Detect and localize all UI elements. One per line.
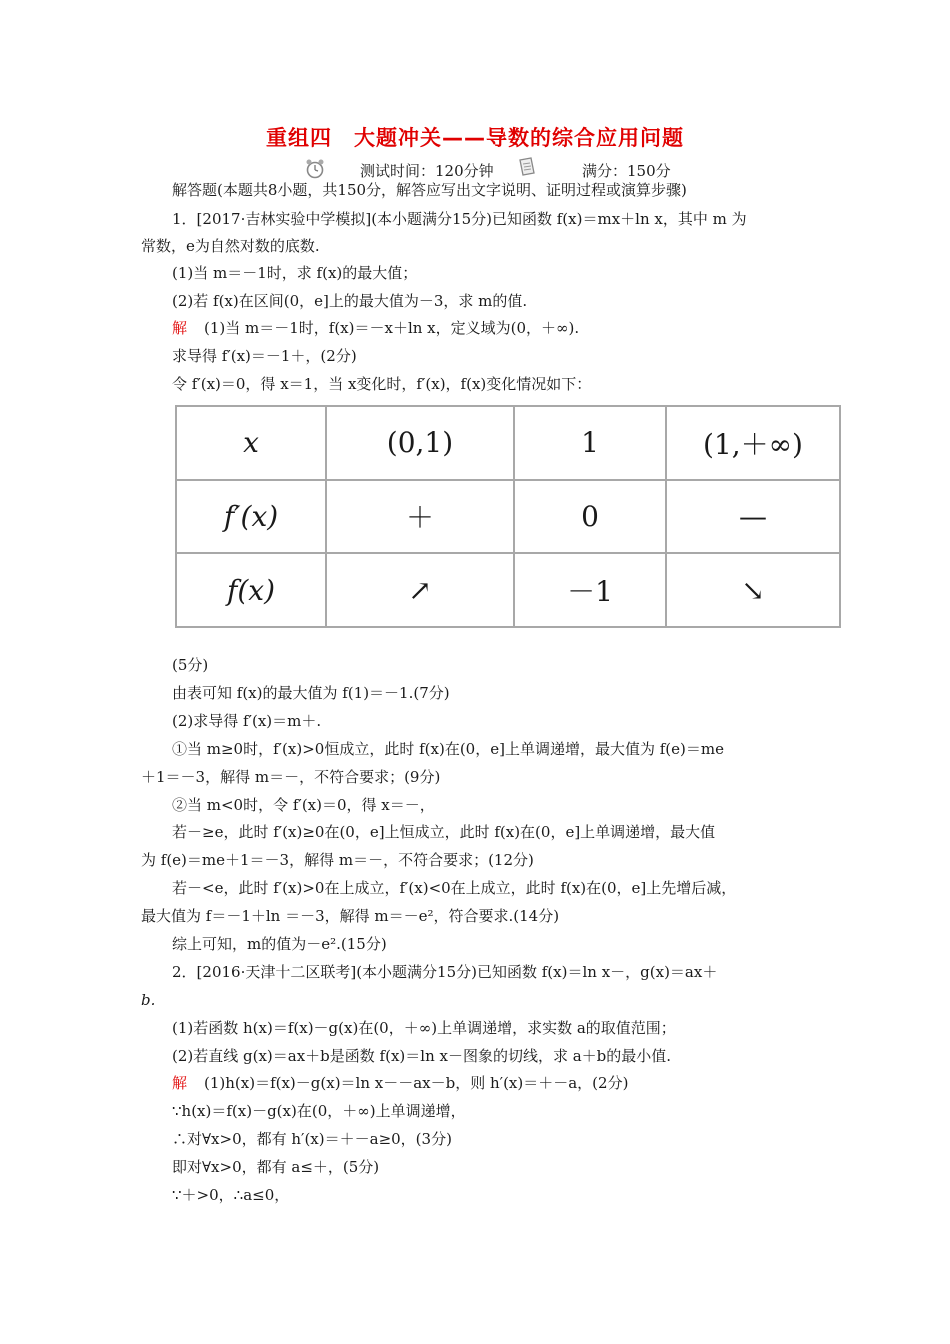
variation-table <box>175 405 841 628</box>
alarm-clock-icon <box>305 158 325 180</box>
table-cell: 1 <box>514 406 666 480</box>
solution-label: 解 <box>172 319 188 337</box>
solution-2-line: (1)h(x)＝f(x)－g(x)＝ln x－－ax－b，则 h′(x)＝＋－a，(2分) <box>204 1074 629 1092</box>
problem-2-stem-cont: b. <box>141 991 156 1009</box>
full-score: 满分：150分 <box>582 162 671 180</box>
solution-1-line: ①当 m≥0时，f′(x)>0恒成立，此时 f(x)在(0，e]上单调递增，最大值为 f(e)＝me <box>172 740 724 758</box>
instructions: 解答题(本题共8小题，共150分，解答应写出文字说明、证明过程或演算步骤) <box>172 181 687 199</box>
test-time: 测试时间：120分钟 <box>360 162 494 180</box>
test-meta <box>305 160 705 182</box>
solution-1-line: (2)求导得 f′(x)＝m＋. <box>172 712 322 730</box>
solution-2-line: ∵＋>0，∴a≤0， <box>172 1186 290 1204</box>
problem-1-stem: 1．[2017·吉林实验中学模拟](本小题满分15分)已知函数 f(x)＝mx＋ln x，其中 m 为 <box>172 210 747 228</box>
solution-2-line: ∴对∀x>0，都有 h′(x)＝＋－a≥0，(3分) <box>172 1130 452 1148</box>
table-cell: －1 <box>514 553 666 627</box>
table-cell: 0 <box>514 480 666 554</box>
table-cell: f′(x) <box>176 480 326 554</box>
table-cell: x <box>176 406 326 480</box>
table-cell: (0,1) <box>326 406 514 480</box>
solution-1-line: 若－≥e，此时 f′(x)≥0在(0，e]上恒成立，此时 f(x)在(0，e]上单调递增，最大值 <box>172 823 716 841</box>
table-row <box>176 406 840 480</box>
solution-label: 解 <box>172 1074 188 1092</box>
solution-1-line: 求导得 f′(x)＝－1＋，(2分) <box>172 347 357 365</box>
solution-1-line: 若－<e，此时 f′(x)>0在上成立，f′(x)<0在上成立，此时 f(x)在(0，e]上先增后减， <box>172 879 737 897</box>
solution-1-line: 最大值为 f＝－1＋ln ＝－3，解得 m＝－e²，符合要求.(14分) <box>141 907 560 925</box>
problem-2-part-1: (1)若函数 h(x)＝f(x)－g(x)在(0，＋∞)上单调递增，求实数 a的取值范围； <box>172 1019 676 1037</box>
table-cell: f(x) <box>176 553 326 627</box>
solution-1-line: 为 f(e)＝me＋1＝－3，解得 m＝－，不符合要求；(12分) <box>141 851 534 869</box>
increasing-arrow-icon: ↗ <box>326 553 514 627</box>
decreasing-arrow-icon: ↘ <box>666 553 840 627</box>
paper-pencil-icon <box>517 156 537 178</box>
solution-2-line: 即对∀x>0，都有 a≤＋，(5分) <box>172 1158 380 1176</box>
solution-1-line: (1)当 m＝－1时，f(x)＝－x＋ln x，定义域为(0，＋∞). <box>204 319 580 337</box>
problem-2-part-2: (2)若直线 g(x)＝ax＋b是函数 f(x)＝ln x－图象的切线，求 a＋b的最小值. <box>172 1047 672 1065</box>
problem-1-part-1: (1)当 m＝－1时，求 f(x)的最大值； <box>172 264 418 282</box>
problem-1-stem-cont: 常数，e为自然对数的底数. <box>141 237 320 255</box>
solution-1-line: 综上可知，m的值为－e².(15分) <box>172 935 387 953</box>
table-cell: ＋ <box>326 480 514 554</box>
solution-2-line: ∵h(x)＝f(x)－g(x)在(0，＋∞)上单调递增， <box>172 1102 466 1120</box>
solution-1-line: 令 f′(x)＝0，得 x＝1，当 x变化时，f′(x)，f(x)变化情况如下： <box>172 375 592 393</box>
solution-1-line: 由表可知 f(x)的最大值为 f(1)＝－1.(7分) <box>172 684 450 702</box>
table-row <box>176 480 840 554</box>
table-row <box>176 553 840 627</box>
solution-1-line: ②当 m<0时，令 f′(x)＝0，得 x＝－， <box>172 796 435 814</box>
table-cell: (1,＋∞) <box>666 406 840 480</box>
page-title: 重组四 大题冲关——导数的综合应用问题 <box>266 126 684 150</box>
problem-1-part-2: (2)若 f(x)在区间(0，e]上的最大值为－3，求 m的值. <box>172 292 528 310</box>
solution-1-line: (5分) <box>172 656 209 674</box>
problem-2-stem: 2．[2016·天津十二区联考](本小题满分15分)已知函数 f(x)＝ln x－，g(x)＝ax＋ <box>172 963 718 981</box>
solution-1-line: ＋1＝－3，解得 m＝－，不符合要求；(9分) <box>141 768 441 786</box>
table-cell: — <box>666 480 840 554</box>
